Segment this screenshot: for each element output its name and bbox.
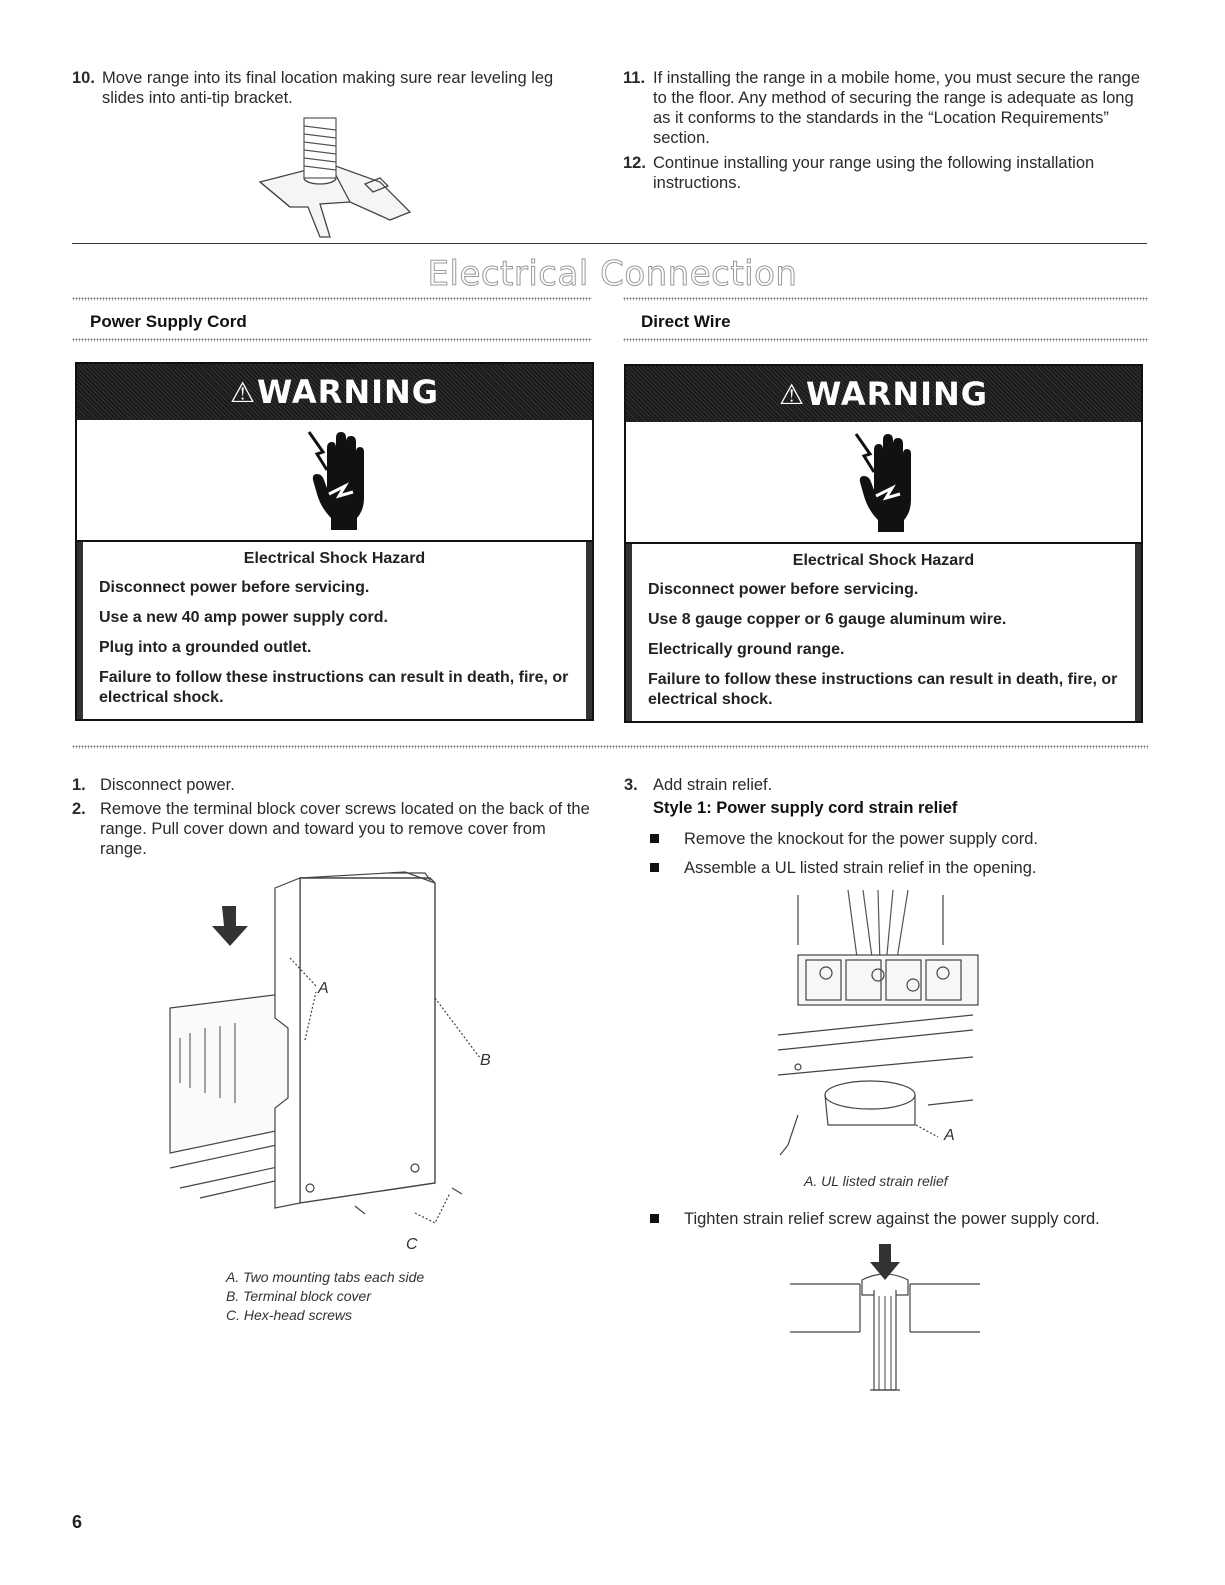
figure-label-a: A — [318, 980, 329, 997]
step-number: 12. — [623, 154, 646, 172]
step-2 — [72, 799, 592, 859]
warning-word: WARNING — [257, 373, 440, 411]
bullet-text: Remove the knockout for the power supply cord. — [684, 830, 1039, 848]
shock-hand-icon — [305, 428, 367, 532]
figure-caption — [226, 1268, 424, 1325]
step-text: Add strain relief. — [653, 776, 773, 794]
step-text: Move range into its final location making sure rear leveling leg slides into anti-tip bracket. — [102, 69, 554, 107]
section-title: Electrical Connection — [427, 254, 798, 294]
bullet-icon — [650, 834, 659, 843]
step-number: 1. — [72, 776, 86, 794]
step-text: Remove the terminal block cover screws located on the back of the range. Pull cover down and toward you to remove cover from range. — [100, 800, 590, 858]
step-number: 11. — [623, 69, 646, 87]
shock-hand-icon — [852, 430, 914, 534]
bullet-text: Assemble a UL listed strain relief in the opening. — [684, 859, 1037, 877]
warning-word: WARNING — [806, 375, 989, 413]
tighten-screw-illustration — [790, 1240, 985, 1400]
figure-label-b: B — [480, 1052, 491, 1069]
warning-banner — [626, 366, 1141, 422]
step-number: 3. — [624, 776, 638, 794]
warning-line: Disconnect power before servicing. — [648, 581, 919, 598]
bullet-item — [684, 858, 1144, 878]
strain-relief-illustration — [778, 885, 988, 1165]
warning-line: Disconnect power before servicing. — [99, 579, 370, 596]
bullet-item — [684, 829, 1144, 849]
warning-box-power-cord — [75, 362, 594, 721]
warning-line: Plug into a grounded outlet. — [99, 639, 312, 656]
caption-line: B. Terminal block cover — [226, 1288, 371, 1304]
warning-box-direct-wire — [624, 364, 1143, 723]
step-1 — [72, 775, 592, 795]
section-divider — [72, 243, 1147, 244]
step-text: If installing the range in a mobile home, you must secure the range to the floor. Any method of securing the range is adequate as long as it conforms to the standards in the “Location Requirements” section. — [653, 69, 1141, 147]
figure-label-a: A — [944, 1127, 955, 1144]
anti-tip-bracket-illustration — [250, 112, 430, 240]
subhead-direct-wire: Direct Wire — [641, 312, 731, 331]
step-text: Continue installing your range using the following installation instructions. — [653, 154, 1095, 192]
hazard-title: Electrical Shock Hazard — [243, 550, 426, 567]
dotted-rule — [72, 297, 592, 301]
shock-hazard-area — [77, 420, 592, 542]
step-text: Disconnect power. — [100, 776, 235, 794]
bullet-item — [684, 1209, 1154, 1229]
terminal-block-cover-illustration — [160, 868, 500, 1248]
warning-line: Failure to follow these instructions can result in death, fire, or electrical shock. — [648, 671, 1118, 708]
figure-label-c: C — [406, 1236, 418, 1253]
step-12 — [623, 153, 1143, 193]
step-3 — [624, 775, 1144, 795]
caption-line: C. Hex-head screws — [226, 1307, 353, 1323]
caption-line: A. Two mounting tabs each side — [226, 1269, 425, 1285]
page-number: 6 — [72, 1512, 83, 1532]
warning-triangle-icon: ⚠ — [778, 378, 805, 410]
bullet-icon — [650, 863, 659, 872]
dotted-rule — [72, 338, 592, 342]
warning-line: Electrically ground range. — [648, 641, 845, 658]
step-number: 10. — [72, 69, 95, 87]
dotted-rule — [623, 338, 1148, 342]
step-10 — [72, 68, 592, 108]
subhead-power-supply-cord: Power Supply Cord — [90, 312, 247, 331]
warning-text — [626, 544, 1141, 721]
bullet-text: Tighten strain relief screw against the power supply cord. — [684, 1210, 1100, 1228]
step-number: 2. — [72, 800, 86, 818]
warning-line: Use 8 gauge copper or 6 gauge aluminum wire. — [648, 611, 1007, 628]
step-11 — [623, 68, 1143, 148]
dotted-rule — [72, 745, 1148, 749]
figure-caption: A. UL listed strain relief — [804, 1173, 948, 1189]
warning-line: Failure to follow these instructions can result in death, fire, or electrical shock. — [99, 669, 569, 706]
warning-banner — [77, 364, 592, 420]
shock-hazard-area — [626, 422, 1141, 544]
bullet-icon — [650, 1214, 659, 1223]
style1-heading: Style 1: Power supply cord strain relief — [653, 799, 958, 817]
warning-text — [77, 542, 592, 719]
hazard-title: Electrical Shock Hazard — [792, 552, 975, 569]
warning-triangle-icon: ⚠ — [229, 376, 256, 408]
dotted-rule — [623, 297, 1148, 301]
warning-line: Use a new 40 amp power supply cord. — [99, 609, 388, 626]
